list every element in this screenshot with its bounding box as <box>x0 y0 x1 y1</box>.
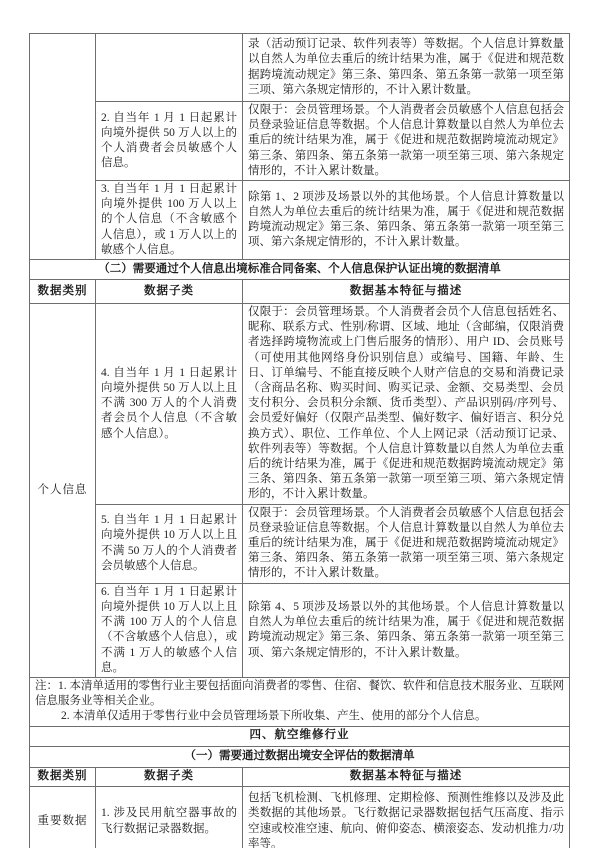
description-cell: 录（活动预订记录、软件列表等）等数据。个人信息计算数量以自然人为单位去重后的统计结果为准，属于《促进和规范数据跨境流动规定》第三条、第四条、第五条第一款第一项至第三项、第六条规定情形的，不计入累计数量。 <box>243 34 570 102</box>
notes-cell <box>30 677 570 726</box>
category-cell-empty <box>30 34 96 260</box>
category-cell-important-data: 重要数据 <box>30 786 96 848</box>
description-cell: 包括飞机检测、飞机修理、定期检修、预测性维修以及涉及此类数据的其他场景。飞行数据记录器数据包括气压高度、指示空速或校准空速、航向、俯仰姿态、横滚姿态、发动机推力/功率等。 <box>243 786 570 848</box>
table-row <box>30 280 570 304</box>
table-row <box>30 260 570 280</box>
description-cell: 除第 4、5 项涉及场景以外的其他场景。个人信息计算数量以自然人为单位去重后的统计结果为准，属于《促进和规范数据跨境流动规定》第三条、第四条、第五条第一款第一项至第三项、第六条规定情形的，不计入累计数量。 <box>243 583 570 677</box>
column-header-description: 数据基本特征与描述 <box>243 280 570 304</box>
note-line-1: 注：1. 本清单适用的零售行业主要包括面向消费者的零售、住宿、餐饮、软件和信息技术服务业、互联网信息服务业等相关企业。 <box>35 679 564 708</box>
table-row <box>30 767 570 786</box>
table-row <box>30 786 570 848</box>
subclass-cell: 2. 自当年 1 月 1 日起累计向境外提供 50 万人以上的个人消费者会员敏感个人信息。 <box>96 102 243 181</box>
table-row <box>30 746 570 767</box>
subclass-cell: 3. 自当年 1 月 1 日起累计向境外提供 100 万人以上的个人信息（不含敏感个人信息），或 1 万人以上的敏感个人信息。 <box>96 181 243 260</box>
subclass-cell-empty <box>96 34 243 102</box>
description-cell: 仅限于：会员管理场景。个人消费者会员敏感个人信息包括会员登录验证信息等数据。个人信息计算数量以自然人为单位去重后的统计结果为准，属于《促进和规范数据跨境流动规定》第三条、第四条、第五条第一款第一项至第三项、第六条规定情形的，不计入累计数量。 <box>243 102 570 181</box>
table-row <box>30 677 570 726</box>
column-header-category: 数据类别 <box>30 767 96 786</box>
table-row <box>30 34 570 102</box>
description-cell: 除第 1、2 项涉及场景以外的其他场景。个人信息计算数量以自然人为单位去重后的统计结果为准，属于《促进和规范数据跨境流动规定》第三条、第四条、第五条第一款第一项至第三项、第六条规定情形的，不计入累计数量。 <box>243 181 570 260</box>
table-row <box>30 181 570 260</box>
document-page <box>0 33 600 848</box>
section4-title: 四、航空维修行业 <box>30 726 570 746</box>
column-header-category: 数据类别 <box>30 280 96 304</box>
column-header-subclass: 数据子类 <box>96 280 243 304</box>
table-row <box>30 583 570 677</box>
description-cell: 仅限于：会员管理场景。个人消费者会员个人信息包括姓名、昵称、联系方式、性别/称谓、区域、地址（含邮编，仅限消费者选择跨境物流或上门售后服务的情形）、用户 ID、会员账号（可使用其他网络身份识别信息）或编号、国籍、年龄、生日、订单编号、不能直接反映个人财产信息的交易和消费记录（含商品名称、购买时间、购买记录、金额、交易类型、会员支付积分、会员积分余额、货币类型）、产品识别码/序列号、会员爱好偏好（仅限产品类型、偏好数字、偏好语言、积分兑换方式）、职位、工作单位、个人上网记录（活动预订记录、软件列表等）等数据。个人信息计算数量以自然人为单位去重后的统计结果为准，属于《促进和规范数据跨境流动规定》第三条、第四条、第五条第一款第一项至第三项、第六条规定情形的，不计入累计数量。 <box>243 304 570 505</box>
subclass-cell: 4. 自当年 1 月 1 日起累计向境外提供 50 万人以上且不满 300 万人的个人消费者会员个人信息（不含敏感个人信息）。 <box>96 304 243 505</box>
subclass-cell: 1. 涉及民用航空器事故的飞行数据记录器数据。 <box>96 786 243 848</box>
data-export-regulation-table <box>29 33 570 848</box>
column-header-subclass: 数据子类 <box>96 767 243 786</box>
subclass-cell: 5. 自当年 1 月 1 日起累计向境外提供 10 万人以上且不满 50 万人的个人消费者会员敏感个人信息。 <box>96 504 243 583</box>
column-header-description: 数据基本特征与描述 <box>243 767 570 786</box>
table-row <box>30 726 570 746</box>
subclass-cell: 6. 自当年 1 月 1 日起累计向境外提供 10 万人以上且不满 100 万人的个人信息（不含敏感个人信息），或不满 1 万人的敏感个人信息。 <box>96 583 243 677</box>
category-cell-personal-info: 个人信息 <box>30 304 96 678</box>
note-line-2: 2. 本清单仅适用于零售行业中会员管理场景下所收集、产生、使用的部分个人信息。 <box>61 710 487 723</box>
table-row <box>30 504 570 583</box>
section2-title: （二）需要通过个人信息出境标准合同备案、个人信息保护认证出境的数据清单 <box>30 260 570 280</box>
section4-subtitle: （一）需要通过数据出境安全评估的数据清单 <box>30 746 570 767</box>
table-row <box>30 102 570 181</box>
description-cell: 仅限于：会员管理场景。个人消费者会员敏感个人信息包括会员登录验证信息等数据。个人信息计算数量以自然人为单位去重后的统计结果为准，属于《促进和规范数据跨境流动规定》第三条、第四条、第五条第一款第一项至第三项、第六条规定情形的，不计入累计数量。 <box>243 504 570 583</box>
table-row <box>30 304 570 505</box>
